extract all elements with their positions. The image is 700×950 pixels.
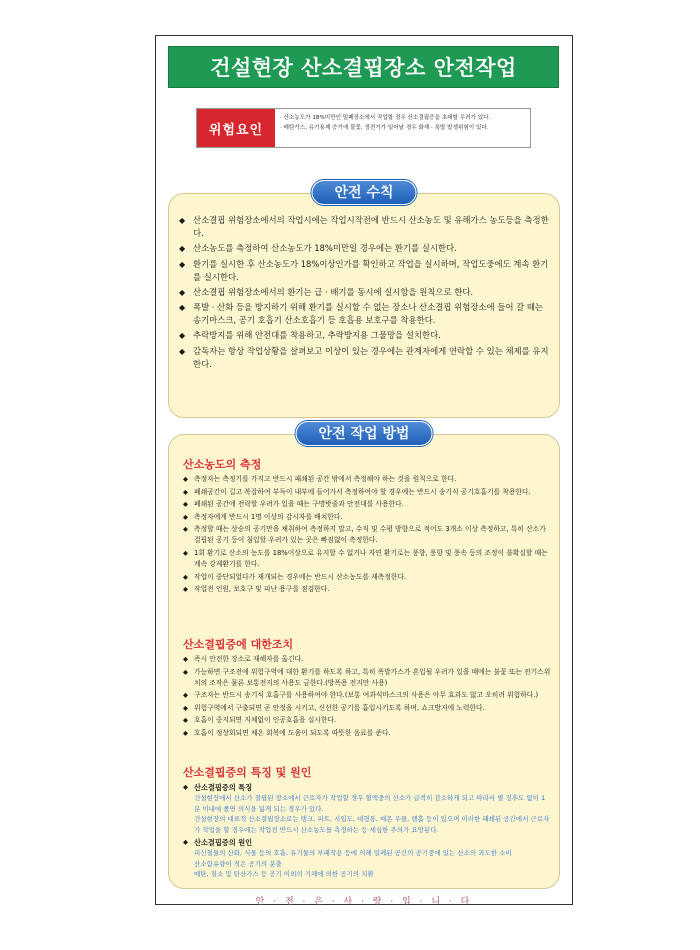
diamond-bullet-icon: ◆ [183, 716, 188, 725]
hazard-list [275, 109, 530, 147]
diamond-bullet-icon: ◆ [183, 783, 188, 791]
response-heading: 산소결핍증에 대한조치 [183, 638, 294, 651]
list-item: ◆ 폐쇄공간이 길고 복잡하여 부득이 내부에 들어가서 측정하여야 할 경우에는 반드시 송기식 공기호흡기를 착용한다. [183, 487, 531, 496]
diamond-bullet-icon: ◆ [183, 525, 188, 534]
list-item: ◆ 폭발 · 산화 등을 방지하기 위해 환기를 실시할 수 없는 장소나 산소결핍 위험장소에 들어 갈 때는 송기마스크, 공기 호흡기 산소호흡기 등 호흡용 보호구를 착용한다. [179, 302, 544, 326]
diamond-bullet-icon: ◆ [183, 691, 188, 700]
safety-rules-panel [168, 185, 560, 418]
diamond-bullet-icon: ◆ [183, 512, 188, 521]
list-item: ◆ 1회 환기로 산소의 농도를 18%이상으로 유지할 수 없거나 자연 환기로는 풍향, 풍향 및 풍속 등의 조정이 불확실할 때는 계속 강제환기를 한다. [183, 548, 548, 568]
diamond-bullet-icon: ◆ [183, 548, 188, 557]
diamond-bullet-icon: ◆ [179, 303, 186, 313]
diamond-bullet-icon: ◆ [179, 287, 186, 297]
diamond-bullet-icon: ◆ [179, 346, 186, 356]
list-item: ◆ 감독자는 항상 작업상황을 살펴보고 이상이 있는 경우에는 관계자에게 연락할 수 있는 체제를 유지한다. [179, 345, 549, 369]
diamond-bullet-icon: ◆ [183, 728, 188, 737]
response-list [183, 654, 551, 739]
diamond-bullet-icon: ◆ [183, 487, 188, 496]
list-item: ◆ 산소결핍 위험장소에서의 작업시에는 작업시작전에 반드시 산소농도 및 유해가스 농도등을 측정한다. [179, 215, 549, 238]
list-item: ◆ 산소농도를 측정하여 산소농도가 18%미만일 경우에는 환기를 실시한다. [179, 243, 457, 254]
causes-text: 피신철물의 산화, 식물 등의 호흡, 유기물의 부패작용 등에 의해 밀폐된 공간의 공기중에 있는 산소의 과도한 소비 산소함유량이 적은 공기의 분출 메탄, 질소 및 탄산가스 등 공기 이외의 기체에 의한 공기의 치환 [194, 849, 512, 878]
diamond-bullet-icon: ◆ [183, 838, 188, 846]
list-item: ◆ 즉시 안전한 장소로 재해자를 옮긴다. [183, 655, 304, 663]
list-item: ◆ 작업전 인원, 보호구 및 피난 용구를 점검한다. [183, 585, 330, 594]
features-subheading: ◆ 산소결핍증의 특징 [183, 783, 253, 792]
safety-rules-list [179, 214, 551, 373]
list-item: ◆ 환기를 실시한 후 산소농도가 18%이상인가를 확인하고 작업을 실시하며, 작업도중에도 계속 환기를 실시한다. [179, 258, 549, 282]
features-section [183, 765, 551, 880]
diamond-bullet-icon: ◆ [183, 655, 188, 663]
features-heading: 산소결핍증의 특징 및 원인 [183, 766, 312, 779]
causes-subheading: ◆ 산소결핍증의 원인 [183, 838, 253, 847]
diamond-bullet-icon: ◆ [179, 331, 186, 341]
list-item: ◆ 산소결핍 위험장소에서의 환기는 급 · 배기를 동시에 실시함을 원칙으로 한다. [179, 286, 474, 297]
causes-subsection [183, 837, 551, 880]
response-section [183, 637, 551, 741]
poster-title: 건설현장 산소결핍장소 안전작업 [168, 46, 559, 88]
work-methods-panel [168, 426, 560, 889]
list-item: ◆ 측정자에게 반드시 1명 이상의 감시자를 배치한다. [183, 512, 343, 521]
measurement-list [183, 474, 551, 595]
hazard-item: · 산소농도가 18%미만인 밀폐장소에서 작업할 경우 산소결핍증을 초래할 우려가 있다. [280, 115, 491, 121]
footer-slogan: 안 · 전 · 은 · 사 · 랑 · 입 · 니 · 다 [255, 897, 473, 907]
list-item: ◆ 작업이 중단되었다가 재개되는 경우에는 반드시 산소농도를 재측정한다. [183, 572, 407, 581]
safety-poster [155, 35, 573, 905]
features-subsection [183, 782, 551, 835]
safety-rules-heading: 안전 수칙 [312, 180, 417, 205]
list-item: ◆ 위험구역에서 구출되면 곧 안정을 시키고, 신선한 공기를 흡입시키도록 하며, 쇼크방지에 노력한다. [183, 703, 485, 712]
diamond-bullet-icon: ◆ [183, 475, 188, 483]
work-methods-heading: 안전 작업 방법 [296, 421, 433, 446]
measurement-section [183, 457, 551, 597]
diamond-bullet-icon: ◆ [183, 500, 188, 509]
list-item: ◆ 측정자는 측정기를 가지고 반드시 패쇄된 공간 밖에서 측정해야 하는 것을 원칙으로 한다. [183, 475, 457, 483]
list-item: ◆ 호흡이 중지되면 지체없이 인공호흡을 실시한다. [183, 716, 337, 725]
measurement-heading: 산소농도의 측정 [183, 458, 262, 471]
list-item: ◆ 구조자는 반드시 송기식 호흡구를 사용하여야 한다.(보통 여과식마스크의 사용은 아무 효과도 없고 오히려 위험하다.) [183, 691, 539, 700]
list-item: ◆ 호흡이 정상회되면 체온 회복에 도움이 되도록 따뜻한 음료를 준다. [183, 728, 391, 737]
diamond-bullet-icon: ◆ [183, 667, 188, 676]
list-item: ◆ 추락방지를 위해 안전대를 착용하고, 추락방지용 그물망을 설치한다. [179, 330, 441, 341]
diamond-bullet-icon: ◆ [183, 703, 188, 712]
list-item: ◆ 측정할 때는 상승의 공기만을 채취하여 측정하지 말고, 수직 및 수평 방향으로 적어도 3개소 이상 측정하고, 특히 산소가 결핍된 공기 등이 침입할 우려가 있는 곳은 빠짐없이 측정한다. [183, 525, 546, 545]
diamond-bullet-icon: ◆ [183, 585, 188, 594]
list-item: ◆ 가능하면 구조전에 위험구역에 대한 환기를 하도록 하고, 특히 폭발가스가 혼입될 우려가 있을 때에는 불꽃 또는 전기스위치의 조작은 물론 보통전지의 사용도 금한다.(방폭용 전지만 사용) [183, 667, 551, 687]
hazard-item: · 메탄가스, 유기용제 증기에 불꽃, 정전기가 일어날 경우 화재 · 폭발 발생위험이 있다. [280, 125, 489, 131]
diamond-bullet-icon: ◆ [183, 572, 188, 581]
features-text: 건설현장에서 산소가 결핍된 장소에서 근로자가 작업할 경우 혈액중의 산소가 급격히 감소하게 되고 따라서 별 징후도 없이 1분 이내에 졸연 의식을 잃게 되는 경우가 있다. 건설현장의 대표적 산소결핍장소로는 탱크, 피트, 시일도, 대형통, 매몬 우물, 맨홀 등이 있으며 이러한 패쇄된 공간에서 근로자가 작업을 할 경우에는 작업전 반드시 산소농도를 측정하는 등 세심한 주의가 요망된다. [194, 794, 550, 834]
diamond-bullet-icon: ◆ [179, 244, 186, 254]
hazard-label: 위험요인 [197, 109, 275, 147]
list-item: ◆ 폐쇄된 공간에 전락할 우려가 있을 때는 구명밧줄과 안전대를 사용한다. [183, 500, 404, 509]
hazard-box [196, 108, 531, 148]
diamond-bullet-icon: ◆ [179, 216, 186, 225]
diamond-bullet-icon: ◆ [179, 259, 186, 269]
